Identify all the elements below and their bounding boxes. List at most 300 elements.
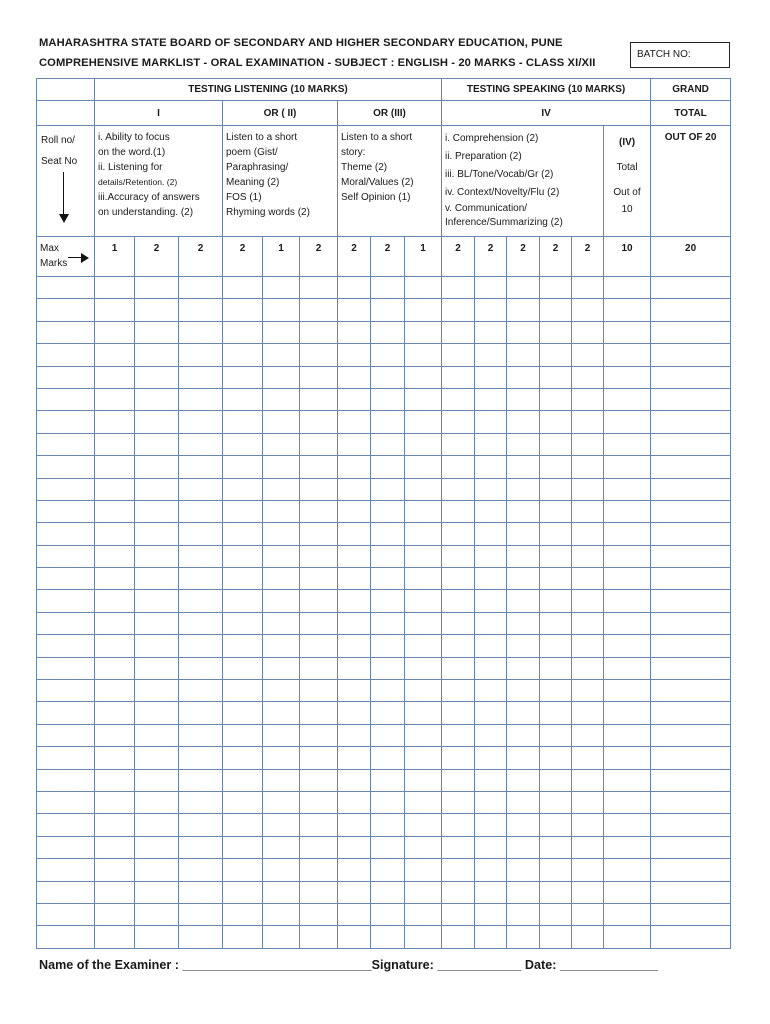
mark-cell[interactable]: [405, 388, 442, 410]
mark-cell[interactable]: [95, 500, 135, 522]
mark-cell[interactable]: [135, 321, 179, 343]
mark-cell[interactable]: [405, 836, 442, 858]
mark-cell[interactable]: [507, 344, 540, 366]
mark-cell[interactable]: [540, 657, 572, 679]
mark-cell[interactable]: [540, 859, 572, 881]
mark-cell[interactable]: [135, 747, 179, 769]
roll-no-cell[interactable]: [37, 456, 95, 478]
mark-cell[interactable]: [223, 814, 263, 836]
mark-cell[interactable]: [405, 859, 442, 881]
mark-cell[interactable]: [338, 769, 371, 791]
mark-cell[interactable]: [95, 366, 135, 388]
mark-cell[interactable]: [651, 366, 731, 388]
mark-cell[interactable]: [572, 814, 604, 836]
mark-cell[interactable]: [95, 411, 135, 433]
mark-cell[interactable]: [604, 635, 651, 657]
mark-cell[interactable]: [338, 612, 371, 634]
mark-cell[interactable]: [604, 433, 651, 455]
mark-cell[interactable]: [475, 791, 507, 813]
mark-cell[interactable]: [540, 635, 572, 657]
mark-cell[interactable]: [338, 926, 371, 948]
mark-cell[interactable]: [223, 545, 263, 567]
roll-no-cell[interactable]: [37, 545, 95, 567]
mark-cell[interactable]: [179, 926, 223, 948]
mark-cell[interactable]: [507, 791, 540, 813]
mark-cell[interactable]: [179, 635, 223, 657]
mark-cell[interactable]: [179, 523, 223, 545]
mark-cell[interactable]: [179, 680, 223, 702]
mark-cell[interactable]: [604, 724, 651, 746]
mark-cell[interactable]: [507, 657, 540, 679]
mark-cell[interactable]: [179, 433, 223, 455]
mark-cell[interactable]: [651, 657, 731, 679]
mark-cell[interactable]: [507, 411, 540, 433]
mark-cell[interactable]: [371, 657, 405, 679]
mark-cell[interactable]: [135, 456, 179, 478]
mark-cell[interactable]: [95, 299, 135, 321]
mark-cell[interactable]: [371, 545, 405, 567]
roll-no-cell[interactable]: [37, 836, 95, 858]
mark-cell[interactable]: [604, 321, 651, 343]
mark-cell[interactable]: [572, 724, 604, 746]
mark-cell[interactable]: [572, 478, 604, 500]
mark-cell[interactable]: [371, 612, 405, 634]
mark-cell[interactable]: [405, 747, 442, 769]
roll-no-cell[interactable]: [37, 344, 95, 366]
mark-cell[interactable]: [135, 881, 179, 903]
mark-cell[interactable]: [572, 769, 604, 791]
roll-no-cell[interactable]: [37, 277, 95, 299]
mark-cell[interactable]: [540, 568, 572, 590]
mark-cell[interactable]: [651, 523, 731, 545]
mark-cell[interactable]: [223, 411, 263, 433]
mark-cell[interactable]: [371, 836, 405, 858]
mark-cell[interactable]: [95, 277, 135, 299]
mark-cell[interactable]: [263, 724, 300, 746]
mark-cell[interactable]: [405, 568, 442, 590]
mark-cell[interactable]: [179, 388, 223, 410]
mark-cell[interactable]: [475, 657, 507, 679]
roll-no-cell[interactable]: [37, 433, 95, 455]
mark-cell[interactable]: [135, 433, 179, 455]
mark-cell[interactable]: [95, 724, 135, 746]
mark-cell[interactable]: [263, 859, 300, 881]
mark-cell[interactable]: [405, 769, 442, 791]
mark-cell[interactable]: [651, 635, 731, 657]
mark-cell[interactable]: [405, 411, 442, 433]
mark-cell[interactable]: [135, 277, 179, 299]
mark-cell[interactable]: [338, 500, 371, 522]
mark-cell[interactable]: [604, 277, 651, 299]
mark-cell[interactable]: [540, 344, 572, 366]
mark-cell[interactable]: [604, 791, 651, 813]
mark-cell[interactable]: [651, 859, 731, 881]
mark-cell[interactable]: [135, 344, 179, 366]
mark-cell[interactable]: [507, 702, 540, 724]
mark-cell[interactable]: [442, 680, 475, 702]
mark-cell[interactable]: [442, 791, 475, 813]
mark-cell[interactable]: [507, 903, 540, 925]
mark-cell[interactable]: [300, 859, 338, 881]
mark-cell[interactable]: [179, 702, 223, 724]
mark-cell[interactable]: [223, 769, 263, 791]
mark-cell[interactable]: [338, 277, 371, 299]
mark-cell[interactable]: [300, 344, 338, 366]
mark-cell[interactable]: [507, 478, 540, 500]
mark-cell[interactable]: [338, 791, 371, 813]
mark-cell[interactable]: [179, 859, 223, 881]
mark-cell[interactable]: [604, 500, 651, 522]
mark-cell[interactable]: [405, 635, 442, 657]
mark-cell[interactable]: [300, 411, 338, 433]
mark-cell[interactable]: [371, 859, 405, 881]
mark-cell[interactable]: [179, 568, 223, 590]
mark-cell[interactable]: [540, 366, 572, 388]
mark-cell[interactable]: [475, 411, 507, 433]
mark-cell[interactable]: [405, 344, 442, 366]
mark-cell[interactable]: [507, 433, 540, 455]
mark-cell[interactable]: [95, 635, 135, 657]
mark-cell[interactable]: [651, 791, 731, 813]
mark-cell[interactable]: [572, 456, 604, 478]
mark-cell[interactable]: [604, 769, 651, 791]
mark-cell[interactable]: [651, 612, 731, 634]
mark-cell[interactable]: [442, 366, 475, 388]
mark-cell[interactable]: [179, 277, 223, 299]
mark-cell[interactable]: [507, 724, 540, 746]
mark-cell[interactable]: [300, 791, 338, 813]
mark-cell[interactable]: [475, 859, 507, 881]
mark-cell[interactable]: [540, 747, 572, 769]
mark-cell[interactable]: [651, 545, 731, 567]
mark-cell[interactable]: [338, 590, 371, 612]
mark-cell[interactable]: [507, 545, 540, 567]
mark-cell[interactable]: [507, 590, 540, 612]
mark-cell[interactable]: [572, 388, 604, 410]
mark-cell[interactable]: [371, 590, 405, 612]
mark-cell[interactable]: [371, 903, 405, 925]
mark-cell[interactable]: [540, 791, 572, 813]
mark-cell[interactable]: [300, 612, 338, 634]
roll-no-cell[interactable]: [37, 635, 95, 657]
mark-cell[interactable]: [442, 299, 475, 321]
mark-cell[interactable]: [371, 724, 405, 746]
mark-cell[interactable]: [338, 680, 371, 702]
mark-cell[interactable]: [651, 568, 731, 590]
mark-cell[interactable]: [651, 702, 731, 724]
roll-no-cell[interactable]: [37, 702, 95, 724]
mark-cell[interactable]: [475, 321, 507, 343]
mark-cell[interactable]: [540, 411, 572, 433]
mark-cell[interactable]: [507, 635, 540, 657]
mark-cell[interactable]: [95, 702, 135, 724]
mark-cell[interactable]: [405, 456, 442, 478]
mark-cell[interactable]: [223, 523, 263, 545]
mark-cell[interactable]: [95, 814, 135, 836]
mark-cell[interactable]: [475, 881, 507, 903]
mark-cell[interactable]: [371, 344, 405, 366]
mark-cell[interactable]: [507, 747, 540, 769]
mark-cell[interactable]: [475, 299, 507, 321]
mark-cell[interactable]: [263, 702, 300, 724]
mark-cell[interactable]: [540, 321, 572, 343]
mark-cell[interactable]: [223, 836, 263, 858]
mark-cell[interactable]: [263, 344, 300, 366]
mark-cell[interactable]: [540, 680, 572, 702]
mark-cell[interactable]: [572, 590, 604, 612]
mark-cell[interactable]: [300, 926, 338, 948]
mark-cell[interactable]: [135, 500, 179, 522]
mark-cell[interactable]: [223, 456, 263, 478]
mark-cell[interactable]: [572, 321, 604, 343]
mark-cell[interactable]: [604, 702, 651, 724]
mark-cell[interactable]: [95, 903, 135, 925]
mark-cell[interactable]: [95, 657, 135, 679]
roll-no-cell[interactable]: [37, 903, 95, 925]
mark-cell[interactable]: [442, 277, 475, 299]
mark-cell[interactable]: [263, 523, 300, 545]
mark-cell[interactable]: [95, 388, 135, 410]
mark-cell[interactable]: [572, 411, 604, 433]
mark-cell[interactable]: [223, 277, 263, 299]
mark-cell[interactable]: [442, 747, 475, 769]
mark-cell[interactable]: [263, 791, 300, 813]
mark-cell[interactable]: [223, 433, 263, 455]
mark-cell[interactable]: [179, 321, 223, 343]
mark-cell[interactable]: [572, 836, 604, 858]
mark-cell[interactable]: [442, 836, 475, 858]
mark-cell[interactable]: [405, 680, 442, 702]
mark-cell[interactable]: [442, 769, 475, 791]
mark-cell[interactable]: [223, 388, 263, 410]
mark-cell[interactable]: [540, 814, 572, 836]
mark-cell[interactable]: [135, 814, 179, 836]
mark-cell[interactable]: [442, 568, 475, 590]
mark-cell[interactable]: [263, 836, 300, 858]
mark-cell[interactable]: [540, 299, 572, 321]
mark-cell[interactable]: [651, 680, 731, 702]
mark-cell[interactable]: [475, 523, 507, 545]
mark-cell[interactable]: [338, 344, 371, 366]
mark-cell[interactable]: [540, 702, 572, 724]
mark-cell[interactable]: [135, 680, 179, 702]
mark-cell[interactable]: [300, 903, 338, 925]
mark-cell[interactable]: [442, 433, 475, 455]
mark-cell[interactable]: [405, 500, 442, 522]
mark-cell[interactable]: [405, 366, 442, 388]
mark-cell[interactable]: [507, 366, 540, 388]
mark-cell[interactable]: [572, 747, 604, 769]
mark-cell[interactable]: [263, 926, 300, 948]
mark-cell[interactable]: [572, 545, 604, 567]
roll-no-cell[interactable]: [37, 926, 95, 948]
mark-cell[interactable]: [223, 612, 263, 634]
mark-cell[interactable]: [475, 702, 507, 724]
mark-cell[interactable]: [604, 523, 651, 545]
mark-cell[interactable]: [604, 680, 651, 702]
mark-cell[interactable]: [263, 635, 300, 657]
mark-cell[interactable]: [338, 657, 371, 679]
mark-cell[interactable]: [651, 478, 731, 500]
mark-cell[interactable]: [179, 791, 223, 813]
mark-cell[interactable]: [135, 545, 179, 567]
mark-cell[interactable]: [371, 321, 405, 343]
mark-cell[interactable]: [263, 411, 300, 433]
mark-cell[interactable]: [442, 635, 475, 657]
mark-cell[interactable]: [263, 903, 300, 925]
mark-cell[interactable]: [604, 859, 651, 881]
mark-cell[interactable]: [442, 478, 475, 500]
mark-cell[interactable]: [179, 456, 223, 478]
mark-cell[interactable]: [475, 747, 507, 769]
mark-cell[interactable]: [572, 791, 604, 813]
mark-cell[interactable]: [135, 366, 179, 388]
mark-cell[interactable]: [338, 388, 371, 410]
mark-cell[interactable]: [475, 433, 507, 455]
mark-cell[interactable]: [338, 724, 371, 746]
mark-cell[interactable]: [475, 903, 507, 925]
mark-cell[interactable]: [405, 702, 442, 724]
mark-cell[interactable]: [95, 478, 135, 500]
roll-no-cell[interactable]: [37, 612, 95, 634]
mark-cell[interactable]: [135, 590, 179, 612]
mark-cell[interactable]: [475, 814, 507, 836]
mark-cell[interactable]: [179, 612, 223, 634]
mark-cell[interactable]: [263, 769, 300, 791]
mark-cell[interactable]: [371, 433, 405, 455]
mark-cell[interactable]: [300, 500, 338, 522]
mark-cell[interactable]: [540, 926, 572, 948]
mark-cell[interactable]: [651, 814, 731, 836]
mark-cell[interactable]: [475, 926, 507, 948]
mark-cell[interactable]: [651, 299, 731, 321]
mark-cell[interactable]: [604, 478, 651, 500]
mark-cell[interactable]: [371, 299, 405, 321]
mark-cell[interactable]: [223, 881, 263, 903]
mark-cell[interactable]: [507, 299, 540, 321]
mark-cell[interactable]: [223, 321, 263, 343]
mark-cell[interactable]: [405, 657, 442, 679]
mark-cell[interactable]: [179, 545, 223, 567]
mark-cell[interactable]: [442, 612, 475, 634]
mark-cell[interactable]: [604, 299, 651, 321]
mark-cell[interactable]: [300, 769, 338, 791]
mark-cell[interactable]: [507, 836, 540, 858]
mark-cell[interactable]: [540, 433, 572, 455]
mark-cell[interactable]: [223, 680, 263, 702]
mark-cell[interactable]: [540, 277, 572, 299]
mark-cell[interactable]: [223, 747, 263, 769]
mark-cell[interactable]: [572, 433, 604, 455]
mark-cell[interactable]: [223, 500, 263, 522]
mark-cell[interactable]: [475, 568, 507, 590]
mark-cell[interactable]: [540, 478, 572, 500]
mark-cell[interactable]: [179, 344, 223, 366]
mark-cell[interactable]: [371, 366, 405, 388]
mark-cell[interactable]: [651, 456, 731, 478]
mark-cell[interactable]: [405, 478, 442, 500]
mark-cell[interactable]: [371, 277, 405, 299]
mark-cell[interactable]: [179, 836, 223, 858]
mark-cell[interactable]: [371, 478, 405, 500]
mark-cell[interactable]: [475, 344, 507, 366]
mark-cell[interactable]: [300, 366, 338, 388]
mark-cell[interactable]: [507, 612, 540, 634]
mark-cell[interactable]: [135, 903, 179, 925]
mark-cell[interactable]: [338, 903, 371, 925]
mark-cell[interactable]: [405, 523, 442, 545]
mark-cell[interactable]: [135, 388, 179, 410]
mark-cell[interactable]: [223, 478, 263, 500]
mark-cell[interactable]: [300, 657, 338, 679]
mark-cell[interactable]: [442, 500, 475, 522]
roll-no-cell[interactable]: [37, 657, 95, 679]
mark-cell[interactable]: [405, 545, 442, 567]
mark-cell[interactable]: [604, 411, 651, 433]
mark-cell[interactable]: [371, 388, 405, 410]
mark-cell[interactable]: [475, 635, 507, 657]
mark-cell[interactable]: [604, 568, 651, 590]
mark-cell[interactable]: [263, 478, 300, 500]
roll-no-cell[interactable]: [37, 523, 95, 545]
mark-cell[interactable]: [475, 590, 507, 612]
mark-cell[interactable]: [540, 836, 572, 858]
mark-cell[interactable]: [300, 277, 338, 299]
mark-cell[interactable]: [223, 903, 263, 925]
mark-cell[interactable]: [179, 814, 223, 836]
roll-no-cell[interactable]: [37, 680, 95, 702]
mark-cell[interactable]: [442, 523, 475, 545]
mark-cell[interactable]: [300, 724, 338, 746]
mark-cell[interactable]: [540, 724, 572, 746]
mark-cell[interactable]: [604, 836, 651, 858]
mark-cell[interactable]: [95, 791, 135, 813]
mark-cell[interactable]: [442, 344, 475, 366]
mark-cell[interactable]: [95, 859, 135, 881]
mark-cell[interactable]: [263, 680, 300, 702]
mark-cell[interactable]: [338, 702, 371, 724]
mark-cell[interactable]: [338, 321, 371, 343]
mark-cell[interactable]: [179, 299, 223, 321]
mark-cell[interactable]: [179, 366, 223, 388]
mark-cell[interactable]: [371, 791, 405, 813]
mark-cell[interactable]: [263, 568, 300, 590]
mark-cell[interactable]: [300, 545, 338, 567]
mark-cell[interactable]: [371, 568, 405, 590]
roll-no-cell[interactable]: [37, 881, 95, 903]
mark-cell[interactable]: [442, 903, 475, 925]
mark-cell[interactable]: [338, 523, 371, 545]
mark-cell[interactable]: [405, 321, 442, 343]
mark-cell[interactable]: [442, 926, 475, 948]
mark-cell[interactable]: [263, 747, 300, 769]
mark-cell[interactable]: [179, 881, 223, 903]
mark-cell[interactable]: [179, 590, 223, 612]
mark-cell[interactable]: [371, 680, 405, 702]
mark-cell[interactable]: [135, 612, 179, 634]
mark-cell[interactable]: [572, 635, 604, 657]
mark-cell[interactable]: [371, 411, 405, 433]
roll-no-cell[interactable]: [37, 791, 95, 813]
mark-cell[interactable]: [475, 277, 507, 299]
mark-cell[interactable]: [572, 277, 604, 299]
mark-cell[interactable]: [263, 881, 300, 903]
roll-no-cell[interactable]: [37, 299, 95, 321]
mark-cell[interactable]: [371, 814, 405, 836]
mark-cell[interactable]: [572, 926, 604, 948]
mark-cell[interactable]: [263, 500, 300, 522]
mark-cell[interactable]: [442, 724, 475, 746]
